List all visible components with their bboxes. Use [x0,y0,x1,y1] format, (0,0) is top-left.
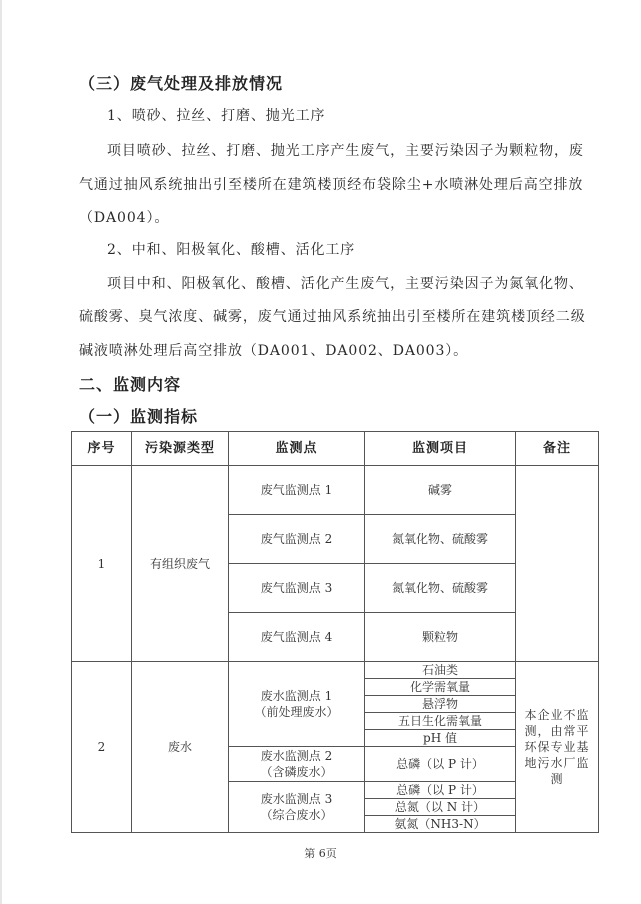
cell-point: 废气监测点 3 [229,564,365,613]
header-no: 序号 [72,432,132,466]
paragraph-line: 气通过抽风系统抽出引至楼所在建筑楼顶经布袋除尘+水喷淋处理后高空排放 [79,177,584,193]
table-header-row [72,432,599,466]
scan-edge [0,0,2,904]
cell-item: 氨氮（NH3-N） [365,816,516,833]
cell-item: 总磷（以 P 计） [365,747,516,782]
remark-line: 环保专业基 [524,740,590,754]
cell-item: 氮氧化物、硫酸雾 [365,564,516,613]
point-name: 废水监测点 2 [260,749,333,763]
cell-item: 五日生化需氧量 [365,713,516,730]
cell-source-type: 有组织废气 [132,466,229,662]
cell-item: 碱雾 [365,466,516,515]
header-monitoring-item: 监测项目 [365,432,516,466]
subheading-monitoring-indicators: （一）监测指标 [79,407,199,426]
cell-point: 废气监测点 2 [229,515,365,564]
remark-line: 测 [550,772,564,786]
cell-item: pH 值 [365,730,516,747]
section-heading-monitoring: 二、监测内容 [79,375,182,394]
cell-no: 2 [72,662,132,833]
section-heading-exhaust: （三）废气处理及排放情况 [79,74,284,93]
point-desc: （前处理废水） [254,705,339,719]
cell-point [229,782,365,833]
paragraph-line: 硫酸雾、臭气浓度、碱雾，废气通过抽风系统抽出引至楼所在建筑楼顶经二级 [79,309,586,325]
subheading-sandblasting: 1、喷砂、拉丝、打磨、抛光工序 [107,108,326,124]
point-name: 废水监测点 3 [260,792,333,806]
cell-item: 悬浮物 [365,696,516,713]
cell-remark [516,662,599,833]
remark-line: 地污水厂监 [524,756,590,770]
cell-remark [516,466,599,662]
remark-line: 测，由常平 [524,724,590,738]
subheading-anodizing: 2、中和、阳极氧化、酸槽、活化工序 [107,242,356,258]
point-name: 废水监测点 1 [260,689,333,703]
cell-point [229,662,365,747]
table-row [72,466,599,515]
cell-item: 化学需氧量 [365,679,516,696]
cell-no: 1 [72,466,132,662]
paragraph-line: 项目喷砂、拉丝、打磨、抛光工序产生废气，主要污染因子为颗粒物，废 [107,143,584,159]
cell-item: 氮氧化物、硫酸雾 [365,515,516,564]
header-monitoring-point: 监测点 [229,432,365,466]
cell-item: 颗粒物 [365,613,516,662]
cell-source-type: 废水 [132,662,229,833]
monitoring-table [71,431,599,833]
page-number: 第 6页 [304,847,337,860]
remark-line: 本企业不监 [524,708,590,722]
paragraph-line: 项目中和、阳极氧化、酸槽、活化产生废气，主要污染因子为氮氧化物、 [107,276,584,292]
paragraph-line: 碱液喷淋处理后高空排放（DA001、DA002、DA003）。 [79,343,469,359]
point-desc: （含磷废水） [260,765,333,779]
header-remark: 备注 [516,432,599,466]
table-row [72,662,599,679]
cell-item: 总氮（以 N 计） [365,799,516,816]
cell-point [229,747,365,782]
cell-point: 废气监测点 1 [229,466,365,515]
cell-item: 石油类 [365,662,516,679]
point-desc: （综合废水） [260,808,333,822]
cell-item: 总磷（以 P 计） [365,782,516,799]
paragraph-line: （DA004）。 [79,210,170,226]
header-source-type: 污染源类型 [132,432,229,466]
cell-point: 废气监测点 4 [229,613,365,662]
